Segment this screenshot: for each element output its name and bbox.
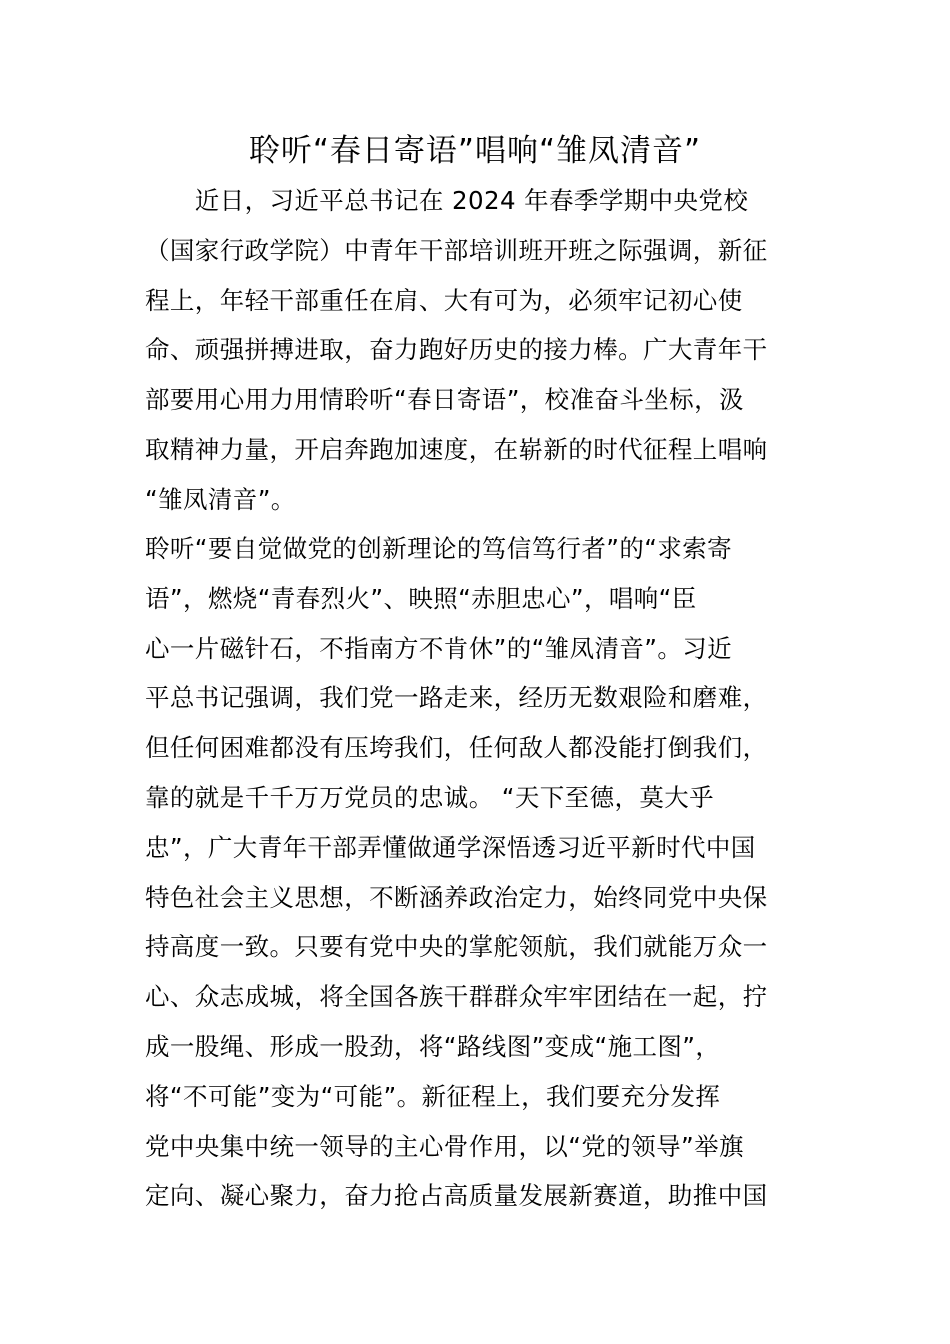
paragraph-2 (145, 524, 815, 1221)
text-line: 将“不可能”变为“可能”。新征程上，我们要充分发挥 (145, 1081, 721, 1111)
text-line: 靠的就是千千万万党员的忠诚。 “天下至德，莫大乎 (145, 782, 715, 812)
text-line: 特色社会主义思想，不断涵养政治定力，始终同党中央保 (145, 882, 768, 912)
text-line: 部要用心用力用情聆听“春日寄语”，校准奋斗坐标，汲 (145, 385, 744, 415)
text-line: 成一股绳、形成一股劲，将“路线图”变成“施工图”， (145, 1031, 721, 1061)
text-line: 取精神力量，开启奔跑加速度，在崭新的时代征程上唱响 (145, 434, 768, 464)
text-line: 聆听“要自觉做党的创新理论的笃信笃行者”的“求索寄 (145, 534, 733, 563)
text-line: 但任何困难都没有压垮我们，任何敌人都没能打倒我们， (145, 733, 768, 763)
document-title: 聆听“春日寄语”唱响“雏凤清音” (248, 133, 702, 169)
text-line: 心一片磁针石，不指南方不肯休”的“雏凤清音”。习近 (145, 633, 733, 663)
paragraph-1 (145, 176, 815, 525)
text-line: 持高度一致。只要有党中央的掌舵领航，我们就能万众一 (145, 932, 768, 962)
text-line: 忠”，广大青年干部弄懂做通学深悟透习近平新时代中国 (145, 832, 756, 862)
text-line: 定向、凝心聚力，奋力抢占高质量发展新赛道，助推中国 (145, 1181, 768, 1211)
text-line: 党中央集中统一领导的主心骨作用，以“党的领导”举旗 (145, 1131, 744, 1161)
text-line: 命、顽强拼搏进取，奋力跑好历史的接力棒。广大青年干 (145, 335, 768, 365)
text-line: 心、众志成城，将全国各族干群群众牢牢团结在一起，拧 (145, 982, 768, 1012)
text-line: 平总书记强调，我们党一路走来，经历无数艰险和磨难， (145, 683, 768, 713)
text-line: “雏凤清音”。 (145, 484, 296, 514)
text-line: 近日，习近平总书记在 2024 年春季学期中央党校 (145, 186, 749, 215)
text-line: 程上，年轻干部重任在肩、大有可为，必须牢记初心使 (145, 285, 743, 315)
text-line: （国家行政学院）中青年干部培训班开班之际强调，新征 (145, 235, 768, 265)
text-line: 语”，燃烧“青春烈火”、映照“赤胆忠心”，唱响“臣 (145, 583, 697, 613)
